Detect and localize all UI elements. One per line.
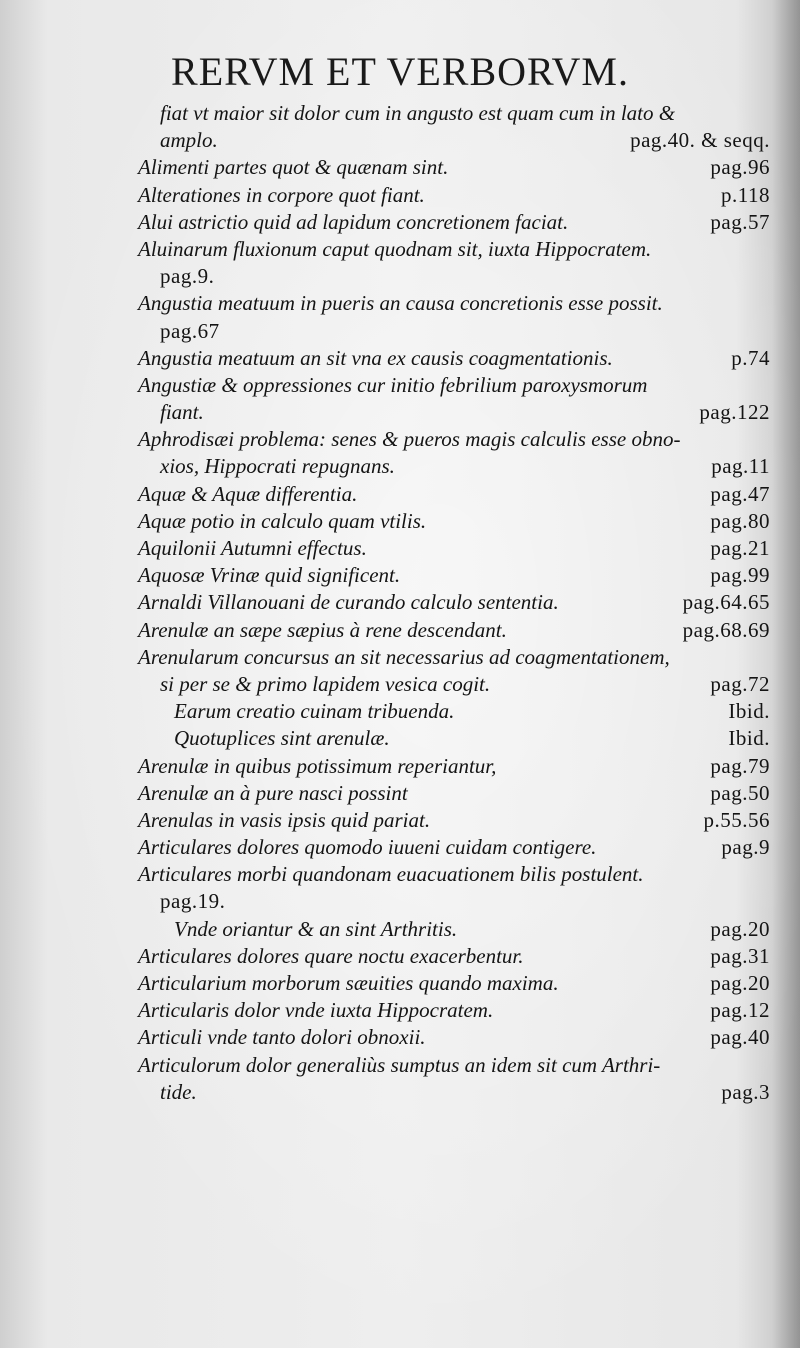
- entry-page: pag.40: [710, 1025, 770, 1050]
- entry-page: pag.19.: [160, 889, 226, 914]
- entry-text: Angustiæ & oppressiones cur initio febrilium paroxysmorum: [138, 372, 648, 397]
- index-entry: [138, 453, 770, 480]
- entry-text: Alterationes in corpore quot fiant.: [138, 182, 425, 207]
- entry-text: Alimenti partes quot & quænam sint.: [138, 155, 449, 180]
- entry-text: Quotuplices sint arenulæ.: [174, 726, 390, 751]
- entry-page: p.118: [721, 182, 770, 207]
- entry-text: Aluinarum fluxionum caput quodnam sit, iuxta Hippocratem.: [138, 236, 652, 261]
- index-entry: [138, 753, 770, 780]
- index-entry: [138, 535, 770, 562]
- index-entry: [138, 698, 770, 725]
- index-entry: [138, 508, 770, 535]
- index-entry: [138, 888, 770, 915]
- index-entry: [138, 861, 770, 888]
- index-entry: [138, 834, 770, 861]
- entry-page: Ibid.: [728, 699, 770, 724]
- index-entry: [138, 426, 770, 453]
- entry-page: pag.3: [721, 1079, 770, 1104]
- entry-page: pag.21: [710, 536, 770, 560]
- index-entry: [138, 943, 770, 970]
- entry-text: Aquæ potio in calculo quam vtilis.: [138, 508, 427, 533]
- entry-text: amplo.: [160, 128, 218, 153]
- entry-page: pag.122: [699, 400, 770, 425]
- index-entry: [138, 372, 770, 399]
- entry-page: pag.96: [710, 155, 770, 180]
- index-entry: [138, 209, 770, 236]
- index-entry: [138, 290, 770, 317]
- entry-text: Aquilonii Autumni effectus.: [138, 536, 367, 560]
- entry-text: Aquæ & Aquæ differentia.: [138, 481, 358, 506]
- index-entry: [138, 345, 770, 372]
- index-entry: [138, 617, 770, 644]
- index-entry: [138, 644, 770, 671]
- index-entry: [138, 671, 770, 698]
- index-entry: [138, 589, 770, 616]
- entry-text: Arenulæ an à pure nasci possint: [138, 780, 408, 805]
- index-entry: [138, 780, 770, 807]
- index-entry: [138, 236, 770, 263]
- index-entry: [138, 997, 770, 1024]
- entry-text: tide.: [160, 1079, 197, 1104]
- entry-text: si per se & primo lapidem vesica cogit.: [160, 671, 491, 696]
- entry-text: Aphrodisæi problema: senes & pueros magis calculis esse obno-: [138, 427, 681, 452]
- index-entry: [138, 1024, 770, 1051]
- entry-page: pag.79: [710, 753, 770, 778]
- entry-text: xios, Hippocrati repugnans.: [160, 454, 395, 479]
- entry-text: Arenularum concursus an sit necessarius ad coagmentationem,: [138, 644, 670, 669]
- entry-page: pag.64.65: [682, 590, 770, 615]
- entry-page: pag.57: [710, 209, 770, 234]
- entry-text: Earum creatio cuinam tribuenda.: [174, 699, 455, 724]
- entry-text: Arnaldi Villanouani de curando calculo sententia.: [138, 590, 559, 615]
- entry-page: pag.11: [711, 454, 770, 479]
- index-entry: [138, 263, 770, 290]
- entry-page: pag.20: [710, 916, 770, 941]
- index-entry: [138, 562, 770, 589]
- entry-page: pag.20: [710, 971, 770, 995]
- entry-text: Articulares dolores quomodo iuueni cuidam contigere.: [138, 835, 597, 860]
- index-entry: [138, 318, 770, 345]
- index-entry: [138, 100, 770, 127]
- index-entry: [138, 725, 770, 752]
- entry-page: pag.31: [710, 943, 770, 968]
- index-entry: [138, 154, 770, 181]
- entry-page: pag.80: [710, 508, 770, 533]
- entry-text: Articularium morborum sæuities quando maxima.: [138, 971, 559, 995]
- entry-text: Aquosæ Vrinæ quid significent.: [138, 563, 401, 588]
- index-entry: [138, 1079, 770, 1106]
- entry-page: pag.68.69: [682, 617, 770, 642]
- entry-text: Articuli vnde tanto dolori obnoxii.: [138, 1025, 426, 1050]
- entry-text: Articulares morbi quandonam euacuationem bilis postulent.: [138, 862, 644, 887]
- index-entry: [138, 807, 770, 834]
- entry-page: pag.47: [710, 481, 770, 506]
- entry-page: pag.9.: [160, 264, 215, 289]
- index-entry: [138, 182, 770, 209]
- index-entry: [138, 127, 770, 154]
- entry-page: pag.12: [710, 998, 770, 1023]
- index-entry: [138, 1052, 770, 1079]
- index-entry: [138, 916, 770, 943]
- entry-text: Angustia meatuum an sit vna ex causis coagmentationis.: [138, 345, 613, 370]
- entry-page: pag.67: [160, 318, 220, 343]
- entry-page: p.74: [731, 345, 770, 370]
- entry-page: pag.40. & seqq.: [630, 128, 770, 153]
- entry-text: Vnde oriantur & an sint Arthritis.: [174, 916, 458, 941]
- entry-page: pag.50: [710, 780, 770, 805]
- entry-text: fiat vt maior sit dolor cum in angusto est quam cum in lato &: [160, 101, 676, 125]
- index-entries: [138, 100, 770, 1106]
- entry-text: Angustia meatuum in pueris an causa concretionis esse possit.: [138, 291, 663, 316]
- entry-page: p.55.56: [703, 807, 770, 832]
- entry-text: Arenulæ in quibus potissimum reperiantur,: [138, 753, 497, 778]
- entry-page: pag.99: [710, 563, 770, 588]
- entry-text: Articulorum dolor generaliùs sumptus an idem sit cum Arthri-: [138, 1052, 661, 1077]
- entry-text: Arenulæ an sæpe sæpius à rene descendant.: [138, 617, 507, 642]
- entry-text: fiant.: [160, 400, 204, 425]
- index-entry: [138, 481, 770, 508]
- entry-text: Articulares dolores quare noctu exacerbentur.: [138, 943, 524, 968]
- entry-text: Arenulas in vasis ipsis quid pariat.: [138, 807, 431, 832]
- index-entry: [138, 970, 770, 997]
- entry-page: pag.72: [710, 671, 770, 696]
- entry-text: Articularis dolor vnde iuxta Hippocratem.: [138, 998, 494, 1023]
- entry-page: Ibid.: [728, 726, 770, 751]
- index-entry: [138, 399, 770, 426]
- running-head: RERVM ET VERBORVM.: [171, 49, 629, 94]
- entry-page: pag.9: [721, 835, 770, 860]
- entry-text: Alui astrictio quid ad lapidum concretionem faciat.: [138, 209, 569, 234]
